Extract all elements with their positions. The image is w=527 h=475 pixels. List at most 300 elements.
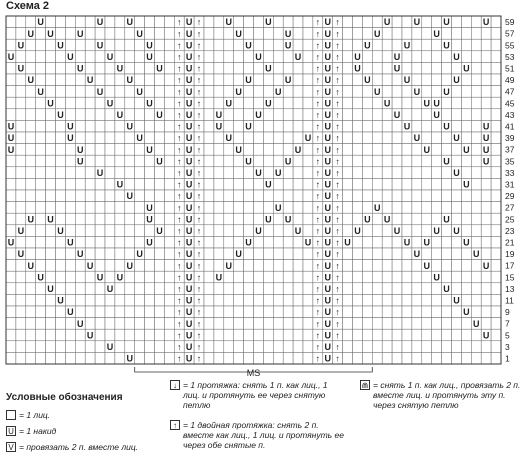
- chart-cell: [481, 74, 491, 86]
- chart-cell: [283, 97, 293, 109]
- chart-cell: [75, 39, 85, 51]
- yarn-over-icon: U: [324, 110, 331, 120]
- chart-cell: [26, 144, 36, 156]
- chart-cell: [382, 178, 392, 190]
- chart-cell: [26, 341, 36, 353]
- chart-cell: [491, 341, 501, 353]
- chart-cell: [75, 86, 85, 98]
- chart-cell: [36, 190, 46, 202]
- chart-cell: [293, 283, 303, 295]
- chart-cell: [382, 225, 392, 237]
- chart-cell: [432, 86, 442, 98]
- chart-cell: [362, 341, 372, 353]
- chart-cell: [392, 236, 402, 248]
- chart-cell: [16, 352, 26, 364]
- chart-cell: [204, 109, 214, 121]
- yarn-over-icon: U: [225, 133, 232, 144]
- chart-cell: [234, 213, 244, 225]
- yarn-over-icon: U: [284, 156, 292, 167]
- chart-cell: [392, 294, 402, 306]
- chart-cell: [75, 294, 85, 306]
- chart-cell: [36, 318, 46, 330]
- double-decrease-arrow-up-icon: ↑: [177, 28, 182, 39]
- chart-cell: [481, 62, 491, 74]
- chart-cell: [303, 318, 313, 330]
- yarn-over-icon: U: [265, 179, 272, 190]
- chart-cell: [362, 202, 372, 214]
- yarn-over-icon: U: [37, 17, 44, 28]
- chart-cell: [224, 248, 234, 260]
- row-number: 11: [505, 295, 514, 306]
- chart-cell: [283, 329, 293, 341]
- chart-cell: [372, 225, 382, 237]
- chart-cell: [16, 155, 26, 167]
- chart-cell: [85, 86, 95, 98]
- chart-cell: [135, 271, 145, 283]
- chart-cell: [372, 352, 382, 364]
- chart-cell: [234, 120, 244, 132]
- chart-cell: [471, 202, 481, 214]
- chart-cell: [471, 213, 481, 225]
- chart-cell: [234, 318, 244, 330]
- double-decrease-arrow-up-icon: ↑: [177, 86, 182, 97]
- chart-cell: [343, 329, 353, 341]
- chart-cell: [105, 306, 115, 318]
- chart-cell: [382, 120, 392, 132]
- double-decrease-arrow-up-icon: ↑: [335, 318, 340, 329]
- chart-cell: [75, 202, 85, 214]
- yarn-over-icon: U: [374, 28, 381, 39]
- chart-cell: [95, 190, 105, 202]
- sk2po-icon: ⋒: [361, 381, 369, 390]
- chart-cell: [283, 248, 293, 260]
- yarn-over-icon: U: [255, 226, 262, 236]
- double-decrease-arrow-up-icon: ↑: [196, 342, 202, 352]
- double-decrease-arrow-up-icon: ↑: [196, 330, 202, 341]
- chart-cell: [471, 97, 481, 109]
- chart-cell: [125, 86, 135, 98]
- chart-cell: [412, 190, 422, 202]
- yarn-over-icon: U: [433, 272, 440, 283]
- double-decrease-arrow-up-icon: ↑: [335, 191, 340, 202]
- chart-cell: [402, 51, 412, 63]
- chart-cell: [362, 28, 372, 40]
- chart-cell: [273, 155, 283, 167]
- double-decrease-arrow-up-icon: ↑: [196, 75, 202, 86]
- chart-cell: [135, 236, 145, 248]
- chart-cell: [293, 16, 303, 28]
- chart-cell: [432, 260, 442, 272]
- chart-cell: [283, 144, 293, 156]
- chart-cell: [95, 97, 105, 109]
- chart-cell: [204, 329, 214, 341]
- chart-cell: [155, 236, 165, 248]
- chart-cell: [461, 271, 471, 283]
- chart-cell: [412, 167, 422, 179]
- yarn-over-icon: U: [324, 307, 331, 318]
- chart-cell: [452, 306, 462, 318]
- chart-cell: [402, 86, 412, 98]
- double-decrease-arrow-up-icon: ↑: [315, 40, 321, 51]
- chart-cell: [75, 51, 85, 63]
- chart-cell: [234, 271, 244, 283]
- chart-cell: [224, 225, 234, 237]
- chart-cell: [303, 271, 313, 283]
- chart-cell: [263, 283, 273, 295]
- chart-cell: [273, 178, 283, 190]
- chart-cell: [432, 248, 442, 260]
- chart-cell: [85, 62, 95, 74]
- chart-cell: [16, 97, 26, 109]
- chart-cell: [353, 132, 363, 144]
- yarn-over-icon: U: [324, 52, 331, 62]
- chart-cell: [432, 306, 442, 318]
- skp-arrow-down-icon: ↓: [170, 380, 180, 390]
- chart-cell: [234, 283, 244, 295]
- chart-cell: [155, 352, 165, 364]
- chart-cell: [353, 271, 363, 283]
- chart-cell: [95, 306, 105, 318]
- chart-cell: [214, 236, 224, 248]
- chart-cell: [135, 51, 145, 63]
- chart-cell: [105, 190, 115, 202]
- chart-cell: [452, 144, 462, 156]
- chart-cell: [85, 352, 95, 364]
- chart-cell: [46, 167, 56, 179]
- chart-cell: [6, 202, 16, 214]
- chart-cell: [6, 97, 16, 109]
- chart-cell: [273, 236, 283, 248]
- chart-cell: [224, 329, 234, 341]
- chart-cell: [343, 132, 353, 144]
- double-decrease-arrow-up-icon: ↑: [315, 353, 321, 364]
- chart-cell: [362, 236, 372, 248]
- double-decrease-arrow-up-icon: ↑: [335, 63, 340, 74]
- chart-cell: [46, 74, 56, 86]
- chart-cell: [461, 16, 471, 28]
- chart-cell: [442, 294, 452, 306]
- chart-cell: [293, 167, 303, 179]
- chart-cell: [412, 294, 422, 306]
- yarn-over-icon: U: [185, 318, 193, 329]
- row-number: 45: [505, 98, 515, 109]
- chart-cell: [164, 39, 174, 51]
- chart-cell: [46, 155, 56, 167]
- chart-cell: [412, 260, 422, 272]
- chart-cell: [372, 271, 382, 283]
- chart-cell: [6, 178, 16, 190]
- chart-cell: [204, 341, 214, 353]
- double-decrease-arrow-up-icon: ↑: [177, 52, 182, 62]
- yarn-over-icon: U: [185, 191, 193, 202]
- chart-cell: [382, 202, 392, 214]
- chart-cell: [412, 329, 422, 341]
- chart-cell: [372, 283, 382, 295]
- chart-cell: [164, 74, 174, 86]
- chart-cell: [125, 28, 135, 40]
- chart-cell: [115, 213, 125, 225]
- chart-cell: [353, 248, 363, 260]
- chart-cell: [461, 213, 471, 225]
- chart-cell: [353, 283, 363, 295]
- chart-cell: [442, 178, 452, 190]
- double-decrease-arrow-up-icon: ↑: [177, 168, 182, 178]
- chart-cell: [283, 16, 293, 28]
- chart-cell: [65, 155, 75, 167]
- yarn-over-icon: U: [146, 144, 153, 155]
- chart-cell: [234, 167, 244, 179]
- chart-cell: [244, 294, 254, 306]
- double-decrease-arrow-up-icon: ↑: [335, 237, 340, 248]
- yarn-over-icon: U: [126, 17, 133, 28]
- chart-cell: [471, 39, 481, 51]
- chart-cell: [125, 97, 135, 109]
- chart-cell: [135, 318, 145, 330]
- chart-cell: [254, 144, 264, 156]
- yarn-over-icon: U: [185, 156, 193, 167]
- chart-cell: [452, 178, 462, 190]
- chart-cell: [204, 51, 214, 63]
- chart-cell: [135, 155, 145, 167]
- chart-cell: [95, 341, 105, 353]
- yarn-over-icon: U: [324, 284, 331, 294]
- chart-cell: [491, 155, 501, 167]
- yarn-over-icon: U: [245, 156, 252, 167]
- chart-cell: [461, 341, 471, 353]
- chart-cell: [452, 190, 462, 202]
- chart-cell: [481, 283, 491, 295]
- chart-cell: [362, 248, 372, 260]
- chart-cell: [412, 178, 422, 190]
- chart-cell: [412, 51, 422, 63]
- chart-cell: [402, 28, 412, 40]
- chart-cell: [283, 120, 293, 132]
- chart-cell: [442, 109, 452, 121]
- double-decrease-arrow-up-icon: ↑: [196, 156, 202, 167]
- chart-cell: [115, 283, 125, 295]
- chart-cell: [244, 341, 254, 353]
- chart-cell: [115, 39, 125, 51]
- chart-cell: [26, 178, 36, 190]
- chart-cell: [125, 213, 135, 225]
- chart-cell: [234, 155, 244, 167]
- chart-cell: [214, 329, 224, 341]
- double-decrease-arrow-up-icon: ↑: [177, 318, 182, 329]
- chart-cell: [362, 109, 372, 121]
- double-decrease-arrow-up-icon: ↑: [177, 40, 182, 51]
- chart-cell: [85, 155, 95, 167]
- chart-cell: [273, 306, 283, 318]
- chart-cell: [461, 283, 471, 295]
- chart-cell: [115, 74, 125, 86]
- chart-cell: [6, 318, 16, 330]
- chart-cell: [353, 236, 363, 248]
- chart-cell: [452, 271, 462, 283]
- double-decrease-arrow-up-icon: ↑: [335, 284, 340, 294]
- double-decrease-arrow-up-icon: ↑: [315, 121, 321, 132]
- yarn-over-icon: U: [284, 28, 292, 39]
- double-decrease-arrow-up-icon: ↑: [315, 295, 321, 306]
- yarn-over-icon: U: [473, 249, 480, 260]
- chart-cell: [422, 306, 432, 318]
- chart-cell: [382, 74, 392, 86]
- double-decrease-arrow-up-icon: ↑: [177, 295, 182, 306]
- yarn-over-icon: U: [433, 98, 440, 109]
- chart-cell: [382, 329, 392, 341]
- chart-cell: [452, 213, 462, 225]
- chart-cell: [145, 62, 155, 74]
- yarn-over-icon: U: [185, 307, 193, 318]
- chart-cell: [491, 120, 501, 132]
- chart-cell: [46, 341, 56, 353]
- chart-cell: [56, 120, 66, 132]
- chart-cell: [214, 202, 224, 214]
- chart-cell: [273, 294, 283, 306]
- chart-cell: [145, 225, 155, 237]
- chart-cell: [56, 74, 66, 86]
- chart-cell: [283, 190, 293, 202]
- chart-cell: [234, 97, 244, 109]
- chart-cell: [65, 202, 75, 214]
- row-number: 23: [505, 225, 515, 236]
- chart-cell: [402, 318, 412, 330]
- chart-cell: [224, 213, 234, 225]
- legend-item-skp: ↓ = 1 протяжка: снять 1 п. как лиц., 1 лиц. и протянуть ее через снятую петлю: [170, 380, 345, 410]
- chart-cell: [442, 132, 452, 144]
- chart-cell: [353, 178, 363, 190]
- double-decrease-arrow-up-icon: ↑: [177, 284, 182, 294]
- chart-cell: [204, 132, 214, 144]
- chart-cell: [155, 306, 165, 318]
- chart-cell: [56, 190, 66, 202]
- chart-cell: [145, 109, 155, 121]
- chart-cell: [343, 51, 353, 63]
- chart-cell: [164, 341, 174, 353]
- yarn-over-icon: U: [136, 133, 143, 144]
- chart-cell: [442, 271, 452, 283]
- double-decrease-arrow-up-icon: ↑: [335, 75, 340, 86]
- chart-cell: [85, 144, 95, 156]
- chart-cell: [392, 248, 402, 260]
- chart-cell: [382, 51, 392, 63]
- chart-cell: [372, 236, 382, 248]
- chart-cell: [145, 294, 155, 306]
- chart-cell: [372, 294, 382, 306]
- chart-cell: [303, 39, 313, 51]
- double-decrease-arrow-up-icon: ↑: [315, 226, 321, 236]
- chart-cell: [46, 51, 56, 63]
- yarn-over-icon: U: [294, 52, 302, 62]
- chart-cell: [422, 155, 432, 167]
- chart-cell: [65, 294, 75, 306]
- chart-cell: [85, 225, 95, 237]
- chart-cell: [353, 109, 363, 121]
- chart-cell: [491, 236, 501, 248]
- chart-cell: [254, 97, 264, 109]
- chart-cell: [382, 28, 392, 40]
- chart-cell: [263, 39, 273, 51]
- chart-cell: [204, 28, 214, 40]
- row-number: 3: [505, 341, 510, 352]
- double-decrease-arrow-up-icon: ↑: [315, 179, 321, 190]
- chart-cell: [481, 318, 491, 330]
- chart-cell: [481, 167, 491, 179]
- chart-cell: [432, 39, 442, 51]
- chart-cell: [452, 352, 462, 364]
- chart-cell: [491, 132, 501, 144]
- chart-cell: [135, 213, 145, 225]
- chart-cell: [491, 329, 501, 341]
- chart-cell: [343, 225, 353, 237]
- chart-cell: [36, 62, 46, 74]
- chart-cell: [95, 202, 105, 214]
- chart-cell: [283, 236, 293, 248]
- chart-cell: [95, 236, 105, 248]
- yarn-over-icon: U: [7, 121, 15, 132]
- double-decrease-arrow-up-icon: ↑: [315, 63, 321, 74]
- chart-cell: [26, 120, 36, 132]
- double-decrease-arrow-up-icon: ↑: [335, 179, 340, 190]
- yarn-over-icon: U: [482, 133, 490, 144]
- chart-cell: [442, 248, 452, 260]
- chart-cell: [164, 132, 174, 144]
- yarn-over-icon: U: [96, 17, 104, 28]
- chart-cell: [115, 51, 125, 63]
- chart-cell: [382, 341, 392, 353]
- chart-cell: [442, 167, 452, 179]
- chart-cell: [56, 260, 66, 272]
- chart-cell: [46, 294, 56, 306]
- chart-cell: [491, 318, 501, 330]
- chart-cell: [115, 86, 125, 98]
- row-number: 57: [505, 28, 515, 39]
- yarn-over-icon: U: [185, 260, 193, 271]
- chart-cell: [204, 178, 214, 190]
- chart-cell: [353, 74, 363, 86]
- row-number: 25: [505, 214, 515, 225]
- chart-cell: [224, 51, 234, 63]
- chart-cell: [372, 51, 382, 63]
- chart-cell: [105, 109, 115, 121]
- chart-cell: [145, 260, 155, 272]
- chart-cell: [155, 260, 165, 272]
- chart-cell: [26, 318, 36, 330]
- chart-cell: [412, 283, 422, 295]
- chart-cell: [16, 132, 26, 144]
- chart-cell: [362, 294, 372, 306]
- chart-cell: [36, 155, 46, 167]
- yarn-over-icon: U: [255, 52, 262, 62]
- yarn-over-icon: U: [67, 52, 74, 62]
- chart-cell: [452, 248, 462, 260]
- double-decrease-arrow-up-icon: ↑: [196, 98, 202, 109]
- double-decrease-arrow-up-icon: ↑: [335, 260, 340, 271]
- chart-cell: [254, 62, 264, 74]
- yarn-over-icon: U: [185, 214, 193, 225]
- yarn-over-icon: U: [77, 249, 84, 260]
- chart-cell: [491, 202, 501, 214]
- yarn-over-icon: U: [403, 75, 411, 86]
- chart-cell: [263, 352, 273, 364]
- yarn-over-icon: U: [156, 156, 163, 167]
- chart-cell: [353, 260, 363, 272]
- double-decrease-arrow-up-icon: ↑: [196, 272, 202, 283]
- chart-cell: [372, 155, 382, 167]
- yarn-over-icon: U: [57, 295, 64, 306]
- double-decrease-arrow-up-icon: ↑: [315, 168, 321, 178]
- yarn-over-icon: U: [7, 133, 15, 144]
- yarn-over-icon: U: [364, 40, 371, 51]
